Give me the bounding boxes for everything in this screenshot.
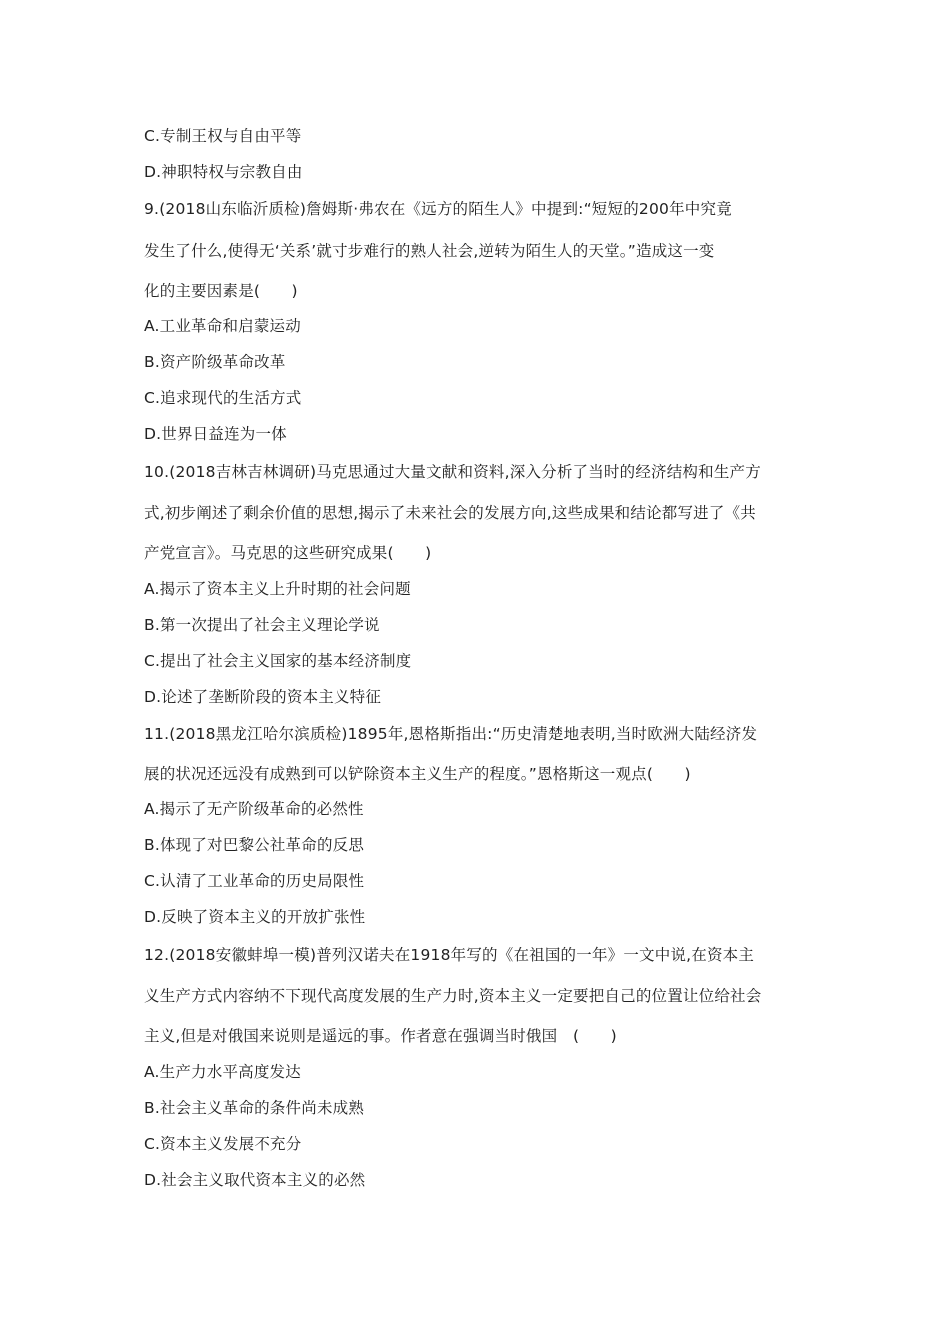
option-c-previous-question: C.专制王权与自由平等 [144,127,302,145]
question-10-option-a: A.揭示了资本主义上升时期的社会问题 [144,580,411,598]
question-12-stem-line-3: 主义,但是对俄国来说则是遥远的事。作者意在强调当时俄国 ( ) [144,1027,617,1045]
question-12-stem-line-2: 义生产方式内容纳不下现代高度发展的生产力时,资本主义一定要把自己的位置让位给社会 [144,987,762,1005]
question-9-option-b: B.资产阶级革命改革 [144,353,286,371]
question-12-option-c: C.资本主义发展不充分 [144,1135,302,1153]
question-9-stem-line-3: 化的主要因素是( ) [144,282,298,300]
question-11-option-d: D.反映了资本主义的开放扩张性 [144,908,366,926]
question-11-option-c: C.认清了工业革命的历史局限性 [144,872,365,890]
question-11-option-b: B.体现了对巴黎公社革命的反思 [144,836,365,854]
option-d-previous-question: D.神职特权与宗教自由 [144,163,303,181]
question-12-option-a: A.生产力水平高度发达 [144,1063,301,1081]
question-9-stem-line-1: 9.(2018山东临沂质检)詹姆斯·弗农在《远方的陌生人》中提到:“短短的200年中究竟 [144,200,732,218]
question-9-option-a: A.工业革命和启蒙运动 [144,317,301,335]
question-10-stem-line-2: 式,初步阐述了剩余价值的思想,揭示了未来社会的发展方向,这些成果和结论都写进了《共 [144,504,756,522]
question-12-stem-line-1: 12.(2018安徽蚌埠一模)普列汉诺夫在1918年写的《在祖国的一年》一文中说,在资本主 [144,946,755,964]
question-11-stem-line-2: 展的状况还远没有成熟到可以铲除资本主义生产的程度。”恩格斯这一观点( ) [144,765,691,783]
question-10-option-c: C.提出了社会主义国家的基本经济制度 [144,652,412,670]
question-10-option-b: B.第一次提出了社会主义理论学说 [144,616,380,634]
question-9-option-c: C.追求现代的生活方式 [144,389,302,407]
question-9-stem-line-2: 发生了什么,使得无‘关系’就寸步难行的熟人社会,逆转为陌生人的天堂。”造成这一变 [144,242,715,260]
question-10-stem-line-3: 产党宣言》。马克思的这些研究成果( ) [144,544,432,562]
question-10-stem-line-1: 10.(2018吉林吉林调研)马克思通过大量文献和资料,深入分析了当时的经济结构和生产方 [144,463,761,481]
question-11-option-a: A.揭示了无产阶级革命的必然性 [144,800,364,818]
question-11-stem-line-1: 11.(2018黑龙江哈尔滨质检)1895年,恩格斯指出:“历史清楚地表明,当时欧洲大陆经济发 [144,725,758,743]
question-10-option-d: D.论述了垄断阶段的资本主义特征 [144,688,382,706]
question-12-option-d: D.社会主义取代资本主义的必然 [144,1171,366,1189]
question-12-option-b: B.社会主义革命的条件尚未成熟 [144,1099,365,1117]
question-9-option-d: D.世界日益连为一体 [144,425,287,443]
